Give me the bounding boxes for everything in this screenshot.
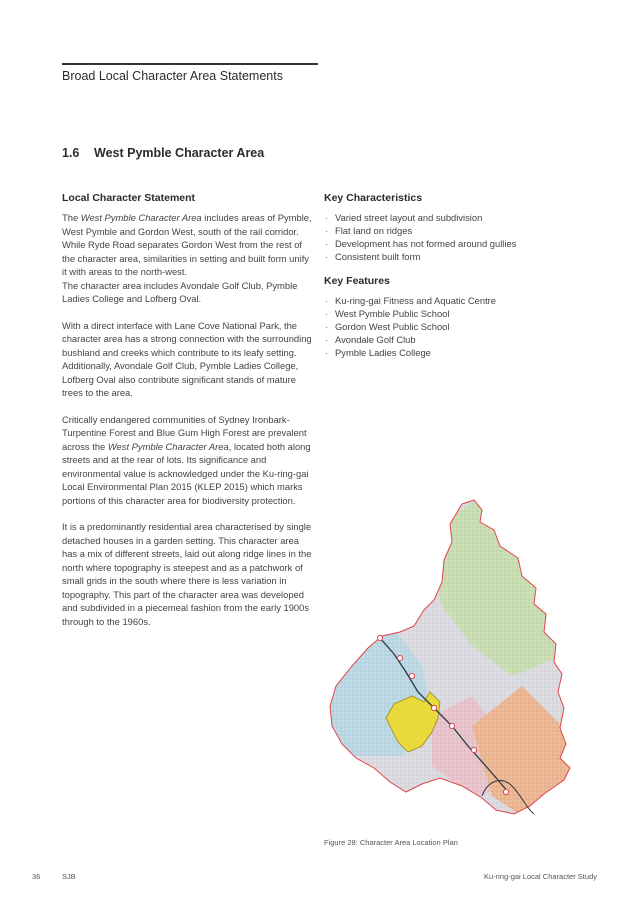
station-marker [503, 789, 508, 794]
key-column [324, 192, 574, 359]
heading-title: West Pymble Character Area [94, 146, 265, 160]
key-features-title: Key Features [324, 275, 390, 287]
paragraph-3 [62, 413, 314, 508]
p3-post: , located both along streets and at the rear of lots. Its significance and environmental value is acknowledged under the Ku-ring-gai Local Environmental Plan 2015 (KLEP 2015) which marks portions of this character area for biodiversity protection. [62, 440, 311, 506]
page-number: 36 [32, 872, 41, 881]
list-item: · Varied street layout and subdivision [324, 211, 574, 224]
paragraph-4: It is a predominantly residential area characterised by single detached houses in a garden setting. This character area has a mix of different streets, laid out along ridge lines in the north where topography is steepest and as a patchwork of small grids in the south where there is less variation in topography. This part of the character area was developed and subdivided in a piecemeal fashion from the early 1900s through to the 1960s. [62, 521, 312, 627]
list-item: · Avondale Golf Club [324, 333, 574, 346]
station-marker [471, 747, 476, 752]
map-zones [322, 496, 578, 822]
station-marker [449, 723, 454, 728]
list-item: · Consistent built form [324, 250, 574, 263]
p3-em: West Pymble Character Area [107, 440, 229, 452]
local-character-column [62, 192, 314, 641]
list-item: · Gordon West Public School [324, 320, 574, 333]
list-item: · Flat land on ridges [324, 224, 574, 237]
key-features-list [324, 294, 574, 359]
header-rule [62, 63, 318, 65]
footer-org: SJB [62, 872, 76, 881]
list-item: · Pymble Ladies College [324, 346, 574, 359]
location-plan-map [322, 496, 578, 822]
list-item: · Ku-ring-gai Fitness and Aquatic Centre [324, 294, 574, 307]
heading-number: 1.6 [62, 146, 80, 160]
station-marker [409, 673, 414, 678]
p1-line2: The character area includes Avondale Golf Club, Pymble Ladies College and Lofberg Oval. [62, 279, 298, 304]
p3-pre: Critically endangered communities of Sydney Ironbark-Turpentine Forest and Blue Gum High Forest are prevalent across the [62, 413, 307, 452]
p1-pre: The [62, 212, 81, 223]
station-marker [377, 635, 382, 640]
section-header: Broad Local Character Area Statements [62, 69, 283, 83]
footer-title: Ku-ring-gai Local Character Study [484, 872, 597, 881]
map-texture [322, 496, 578, 822]
figure-caption: Figure 28: Character Area Location Plan [324, 838, 458, 847]
p1-em: West Pymble Character Area [80, 212, 202, 223]
list-item: · Development has not formed around gullies [324, 237, 574, 250]
local-character-title: Local Character Statement [62, 192, 196, 204]
paragraph-1 [62, 211, 314, 306]
station-marker [431, 705, 436, 710]
key-characteristics-list [324, 211, 574, 263]
paragraph-2: With a direct interface with Lane Cove National Park, the character area has a strong connection with the surrounding bushland and creeks which contribute to its leafy setting. Additionally, Avondale Golf Club, Pymble Ladies College, Lofberg Oval also contribute significant stands of mature trees to the area. [62, 319, 312, 398]
page-heading [62, 146, 264, 160]
p1-post: includes areas of Pymble, West Pymble and Gordon West, south of the rail corridor. While Ryde Road separates Gordon West from the rest of the character area, similarities in setting and built form unify it with areas to the north-west. [62, 212, 312, 277]
key-characteristics-title: Key Characteristics [324, 192, 423, 204]
list-item: · West Pymble Public School [324, 307, 574, 320]
station-marker [397, 655, 402, 660]
